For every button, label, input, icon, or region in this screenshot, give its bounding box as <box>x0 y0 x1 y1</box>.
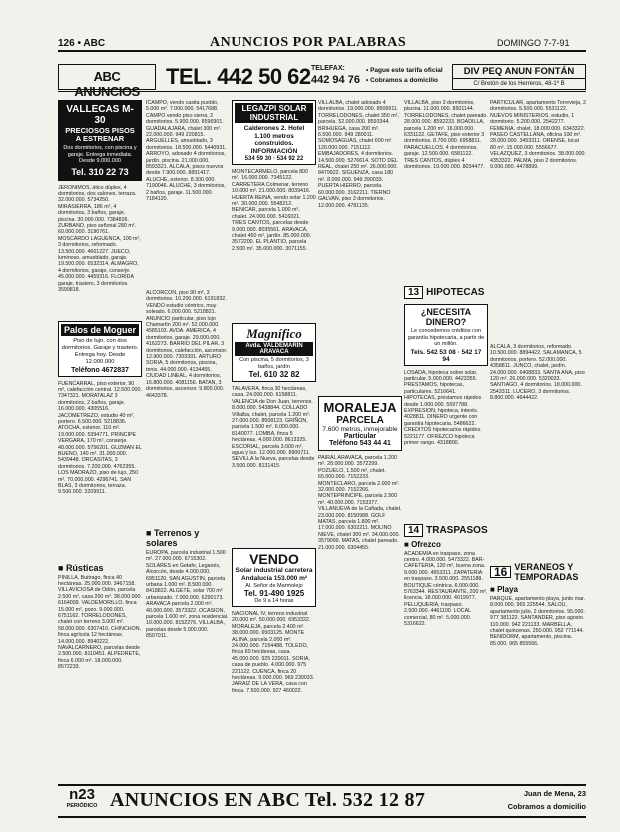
section-ofrezco <box>404 540 488 549</box>
ad-vallecas-title: VALLECAS M-30 <box>66 104 134 126</box>
ads-text-1c: PINILLA, Buitrago, finca 40 hectáreas. 25.000.000. 3467158. VILLAVICIOSA de Odón, parcela 2.500 m², casa 200 m². 38.000.000. 6164009. VALDEMORILLO, finca 15.000 m², pozo. 9.000.000. 6751162. TORRELODONES, chalet con terreno 3.000 m². 58.000.000. 6307410. CHINCHON, finca agrícola 12 hectáreas. 14.000.000. 8940222. NAVALCARNERO, parcelas desde 2.500.000. 8110451. ALPEDRETE, finca 6.000 m². 18.000.000. 8572233. <box>58 574 142 671</box>
square-bullet-icon: ■ <box>146 528 154 538</box>
main-phone: TEL. 442 50 62 <box>166 64 311 89</box>
agency-box <box>452 64 586 90</box>
ad-vallecas-sub: PRECIOSOS PISOS A ESTRENAR <box>65 126 135 143</box>
ad-legazpi <box>232 100 316 165</box>
section-playa-title: Playa <box>497 585 518 594</box>
section-traspasos-title: TRASPASOS <box>426 524 488 536</box>
ad-necesita-phone: Tels. 542 53 08 · 542 17 94 <box>410 348 482 363</box>
section-number-14: 14 <box>404 524 423 537</box>
ad-moraleja-phone: Teléfono 543 44 41 <box>329 440 391 447</box>
section-number-16: 16 <box>490 566 511 578</box>
footer-badge <box>60 787 104 809</box>
ad-palos-title: Palos de Moguer <box>61 324 139 336</box>
ads-text-6c: PARQUE, apartamento playa, junto mar. 8.000.000. 965 225544. SALOU, apartamento julio, 2 dormitorios. 95.000. 977 381122. SANTANDER, piso agosto. 110.000. 942 221133. MARBELLA, chalet quincenas. 250.000. 952 771144. BENIDORM, apartamento, piscina. 85.000. 965 855566. <box>490 596 585 647</box>
ad-vendo-phone: Tel. 91-490 1925 <box>243 589 305 598</box>
section-veraneos <box>490 562 586 582</box>
ad-vendo-hours: De 9 a 14 horas <box>254 598 294 604</box>
ads-text-2b: ALCORCON, piso 90 m², 3 dormitorios. 10.200.000. 6191832. VENDO estudio céntrico, muy soleado. 6.000.000. 5218821. ANUNCIO particular, piso lujo Chamartín 200 m². 52.000.000. 4585103. AVDA. AMERICA, 4 dormitorios, garaje. 29.000.000. 4162273. BARRIO DEL PILAR, 3 dormitorios, calefacción, ascensor. 12.900.000. 7303391. ARTURO SORIA, 5 dormitorios, piscina, tenis. 44.000.000. 4134455. CIUDAD LINEAL, 4 dormitorios. 16.800.000. 4081156. BATAN, 3 dormitorios, ascensor. 9.800.000. 4643378. <box>146 290 228 399</box>
band-note-1: • Pague este tarifa oficial <box>366 67 443 74</box>
column-3 <box>232 100 316 776</box>
ads-text-5c: ACADEMIA en traspaso, zona centro. 4.000.000. 5473322. BAR-CAFETERIA, 120 m², buena zona. 9.000.000. 4653311. ZAPATERIA en traspaso. 3.500.000. 2551188. BOUTIQUE céntrica. 6.000.000. 5763344. RESTAURANTE, 200 m², licencia. 18.000.000. 4019977. PELUQUERIA, traspaso. 2.500.000. 4461100. LOCAL comercial, 80 m². 5.000.000. 5316622. <box>404 550 488 627</box>
ad-vendo-body: Solar industrial carretera Andalucía 153.000 m² <box>235 567 313 582</box>
ad-necesita-body: Le concedemos créditos con garantía hipotecaria, a partir de un millón. <box>407 328 485 347</box>
column-4 <box>318 100 402 776</box>
ads-text-4a: VILLALBA, chalet adosado 4 dormitorios. 19.000.000. 8509911. TORRELODONES, chalet 350 m², parcela. 52.000.000. 8593344. BRIHUEGA, casa 200 m². 6.500.000. 949 280011. SOMOSAGUAS, chalet 600 m². 120.000.000. 7151112. EMBAJADORES, 4 dormitorios. 14.500.000. 5276614. SOTO DEL REAL, chalet 250 m². 26.000.000. 8479922. SIGUENZA, casa 180 m². 8.000.000. 949 390033. PUERTA HIERRO, parcela. 60.000.000. 3162211. TIERNO GALVAN, piso 3 dormitorios. 12.000.000. 4781135. <box>318 100 399 209</box>
square-bullet-icon: ■ <box>404 539 412 549</box>
section-traspasos <box>404 524 488 537</box>
section-hipotecas <box>404 286 488 299</box>
ads-text-1a: JERONIMOS, ático dúplex, 4 dormitorios, dos salones, terraza. 32.000.000. 5734250. MIRASIERRA, 186 m², 4 dormitorios, 3 baños, garaje, piscina. 30.000.000. 7384826. ZURBANO, piso señorial 280 m². 60.000.000. 3190761. MOSCARDO LAGUENCA, 100 m², 3 dormitorios, reformado. 13.500.000. 4661227. JUECO, luminoso, amueblado, garaje. 19.500.000. 6532314. ALMAGRO, 4 dormitorios, garaje, conserje. 45.000.000. 4459316. FLORIDA garaje, trastero, 3 dormitorios. 3599818. <box>58 184 141 293</box>
ad-vendo <box>232 548 316 607</box>
band-note-2: • Cobramos a domicilio <box>366 77 438 84</box>
ad-necesita-title: ¿NECESITA DINERO? <box>420 307 472 327</box>
telefax-label: TELEFAX: <box>311 65 345 72</box>
ad-vallecas-phone: Tel. 310 22 73 <box>71 166 129 177</box>
brand-box: ABC ANUNCIOS <box>58 64 156 90</box>
ad-legazpi-phone: 534 59 30 · 534 92 22 <box>244 156 304 162</box>
page-title: ANUNCIOS POR PALABRAS <box>210 35 407 50</box>
footer-badge-label: PERIÓDICO <box>66 803 98 809</box>
square-bullet-icon: ■ <box>490 585 498 594</box>
section-terrenos-title: Terrenos y solares <box>146 528 200 548</box>
footer-badge-number: n23 <box>69 786 95 803</box>
section-playa <box>490 585 586 594</box>
footer-headline: ANUNCIOS EN ABC Tel. 532 12 87 <box>110 789 426 811</box>
ad-vallecas-body: Dos dormitorios, con piscina y garaje. Entrega inmediata. Desde 9.000.000 <box>63 145 137 164</box>
ads-text-3a: MONTECARMELO, parcela 800 m². 16.000.000. 7345122. CARRETERA Colmenar, terreno 10.000 m². 21.000.000. 8039416. HUERTA REINA, vendo solar 1.200 m². 30.000.000. 5548212. BENICAR, parcela 1.000 m², chalet. 24.000.000. 5416021. TRES CANTOS, parcelas desde 9.000.000. 8035561. ARAVACA, chalet 450 m², jardín. 85.000.000. 3572200. EL PLANTIO, parcela 2.500 m². 35.000.000. 3071155. <box>232 169 316 252</box>
ads-text-3b: TALAVERA, finca 30 hectáreas, casa. 24.000.000. 6158811. VALENCIA de Don Juan, terrenos. 8.000.000. 5438844. COLLADO Villalba, chalet, parcela 1.200 m². 27.000.000. 8508123. GRIÑON, parcela 1.500 m². 6.000.000. 8140077. LOMBA, finca 5 hectáreas. 4.000.000. 8613325. ESCORIAL, parcela 3.000 m², agua y luz. 12.000.000. 8900711. SEVILLA la Nueva, parcelas desde 3.500.000. 8131415. <box>232 386 315 469</box>
ad-moraleja-body: 7.600 metros, inmejorable <box>322 426 398 433</box>
ads-text-6b: ALCALA, 3 dormitorios, reformado. 10.500.000. 8894422. SALAMANCA, 5 dormitorios, portero. 52.000.000. 4358811. JUNCO, chalet, jardín. 24.000.000. 6408833. SANTA ANA, piso 120 m². 26.000.000. 5320033. SANTIAGO, 4 dormitorios. 18.000.000. 2543311. LUCERO, 3 dormitorios. 8.800.000. 4644422. <box>490 344 585 402</box>
agency-name: DIV PEQ ANUN FONTÁN <box>453 65 585 79</box>
ad-magnifico-body: Con piscina, 5 dormitorios, 3 baños, jardín <box>239 357 309 370</box>
ads-text-1b: FUENCARRAL, piso exterior, 90 m², calefacción central. 12.500.000. 7347321. MORATALAZ 3 dormitorios, 2 baños, garaje. 16.000.000. 4305516. JACOMETREZO, estudio 40 m², portero. 6.500.000. 5218836. ATOCHA, exterior, 110 m². 19.000.000. 5394771. PRINCIPE VERGARA, 170 m², conserje. 48.000.000. 5756201. GUZMAN EL BUENO, 140 m². 31.000.000. 5439448. ORCASITAS, 3 dormitorios. 7.200.000. 4762355. LOS MADRAZO, piso de lujo, 250 m². 70.000.000. 4296741. SAN BLAS, 3 dormitorios, terraza. 9.500.000. 3209911. <box>58 380 142 496</box>
ad-palos <box>58 321 142 377</box>
ad-legazpi-body: Calderones 2. Hotel 1.100 metros construidos. INFORMACIÓN <box>243 125 305 155</box>
agency-address: C/ Bretón de los Herreros, 48-1º B <box>473 81 565 87</box>
ads-text-2a: ICAMPO, vendo casita pueblo, 5.000 m². 7.000.000. 5417688. CAMPO vendo piso sierra, 2 dormitorios. 5.900.000. 8596901. GUADALAJARA, chalet 300 m². 22.000.000. 949 220815. ARGUELLES, amueblado, 3 dormitorios. 18.500.000. 5440931. ARROYO, adosado 4 dormitorios, jardín, piscina. 21.000.000. 8593321. ALCALA, pisos nuevos desde 7.900.000. 8891417. ALUCHE, exterior. 8.300.000. 7190046. ALUCHE, 3 dormitorios, 2 baños, garaje. 11.500.000. 7184120. <box>146 100 227 203</box>
ad-magnifico-phone: Tel. 610 32 82 <box>248 370 300 379</box>
ad-magnifico <box>232 323 316 382</box>
ad-palos-body: Piso de lujo, con dos dormitorios. Garaje y trastero. Entrega hoy. Desde 12.000.000 <box>61 337 139 365</box>
ad-magnifico-sub: Avda. VALDEMARÍN ARAVACA <box>235 342 313 356</box>
ads-text-2c: EUROPA, parcela industrial 1.500 m². 27.000.000. 6715302. SOLARES en Getafe, Leganés, Alcorcón, desde 4.000.000. 6951120. SAN AGUSTIN, parcela urbana 1.000 m². 8.500.000. 8418822. ALGETE, solar 700 m² urbanizado. 7.000.000. 6290173. ARAVACA parcela 2.000 m². 40.000.000. 3573322. OCASION, parcela 1.600 m², zona residencial. 10.000.000. 8152276. VILLALBA, parcelas desde 5.000.000. 8507011. <box>146 550 229 640</box>
ad-legazpi-title: LEGAZPI SOLAR INDUSTRIAL <box>235 103 313 123</box>
ads-text-5b: LOSADA, hipoteca sobre solar, particular. 5.000.000. 4423355. PRESTAMOS, hipotecas, particulares. 5216641. HIPOTECAS, préstamos rápidos desde 1.000.000. 5597788. EXPRESION, hipoteca, interés. 4028811. DINERO urgente con garantía hipotecaria. 5486622. CREDITOS hipotecarios rápidos. 5221177. OFREZCO hipoteca primer rango. 4318800. <box>404 369 482 446</box>
ad-moraleja-title: MORALEJA <box>323 400 397 415</box>
section-terrenos <box>146 528 230 548</box>
page-number: 126 • ABC <box>58 38 106 49</box>
ad-moraleja <box>318 396 402 451</box>
column-5 <box>404 100 488 776</box>
ad-magnifico-title: Magnífico <box>246 326 302 341</box>
section-hipotecas-title: HIPOTECAS <box>426 287 485 298</box>
section-rusticas <box>58 563 142 573</box>
ad-necesita <box>404 304 488 366</box>
section-number-13: 13 <box>404 286 423 299</box>
column-6 <box>490 100 586 776</box>
ad-vendo-sub: Al. Señor de Marmolejo <box>245 583 303 589</box>
telefax-number: 442 94 76 <box>311 74 360 86</box>
ads-text-3c: NACIONAL IV, terreno industrial 20.000 m². 50.000.000. 6953322. MORALEJA, parcela 2.400 m². 38.000.000. 6503125. MONTE ALINA, parcela 2.000 m². 24.000.000. 7154488. TOLEDO, finca 60 hectáreas, casa. 45.000.000. 925 220011. SORIA, casa de pueblo. 4.000.000. 975 221122. CUENCA, finca 20 hectáreas. 9.000.000. 969 230033. JARAIZ DE LA VERA, casa con finca. 7.500.000. 927 460022. <box>232 611 315 694</box>
ad-moraleja-kind: Particular <box>343 433 377 440</box>
section-rusticas-title: Rústicas <box>65 562 104 573</box>
ad-palos-phone: Teléfono 4672837 <box>71 366 129 374</box>
ad-moraleja-sub: PARCELA <box>336 415 384 426</box>
column-2 <box>146 100 230 776</box>
issue-date: DOMINGO 7-7-91 <box>497 38 570 48</box>
ad-vallecas <box>58 100 142 181</box>
ad-vendo-title: VENDO <box>249 551 299 567</box>
section-veraneos-title: VERANEOS Y TEMPORADAS <box>514 562 579 582</box>
square-bullet-icon: ■ <box>58 562 66 573</box>
ads-text-6a: PARTICULAR, apartamento Torrevieja, 2 dormitorios. 5.500.000. 5531122. NUEVOS MINISTERIOS, estudio, 1 dormitorio. 5.200.000. 2542277. FEMENIA, chalet. 18.000.000. 6343322. PASEO CASTELLANA, oficina 100 m². 28.000.000. 3453311. ORENSE, local 80 m². 15.000.000. 5556677. VELAZQUEZ, 3 dormitorios. 38.000.000. 4353322. PALMA, piso 2 dormitorios. 9.000.000. 4478899. <box>490 100 586 171</box>
column-1 <box>58 100 142 776</box>
footer-address: Juan de Mena, 23 <box>523 789 586 798</box>
ads-text-5a: VILLALBA, piso 3 dormitorios, piscina. 11.000.000. 8501144. TORRELODONES, chalet pareado. 28.000.000. 8592233. BOADILLA, parcela 1.200 m². 16.000.000. 6331122. GETAFE, piso exterior 3 dormitorios. 8.700.000. 6958811. PARACUELLOS, 4 dormitorios, garaje. 12.500.000. 6581122. TRES CANTOS, dúplex 4 dormitorios. 19.000.000. 8034477. <box>404 100 488 171</box>
footer-note: Cobramos a domicilio <box>507 802 586 811</box>
ads-text-4b: PAIRAL ARAVACA, parcela 1.200 m². 28.000.000. 3572299. POZUELO, 1.500 m², chalet. 65.000.000. 7152233. MONTECLARO, parcela 2.000 m². 32.000.000. 7152266. MONTEPRINCIPE, parcela 2.500 m². 40.000.000. 7153377. VILLANUEVA de la Cañada, chalet. 23.000.000. 8150988. GOLF MATAS, parcela 1.800 m². 17.000.000. 6302211. MOLINO NIEVE, chalet 300 m². 34.000.000. 3579099. MATAS, chalet pareado. 21.000.000. 6304455. <box>318 455 402 551</box>
section-ofrezco-title: Ofrezco <box>411 539 441 549</box>
